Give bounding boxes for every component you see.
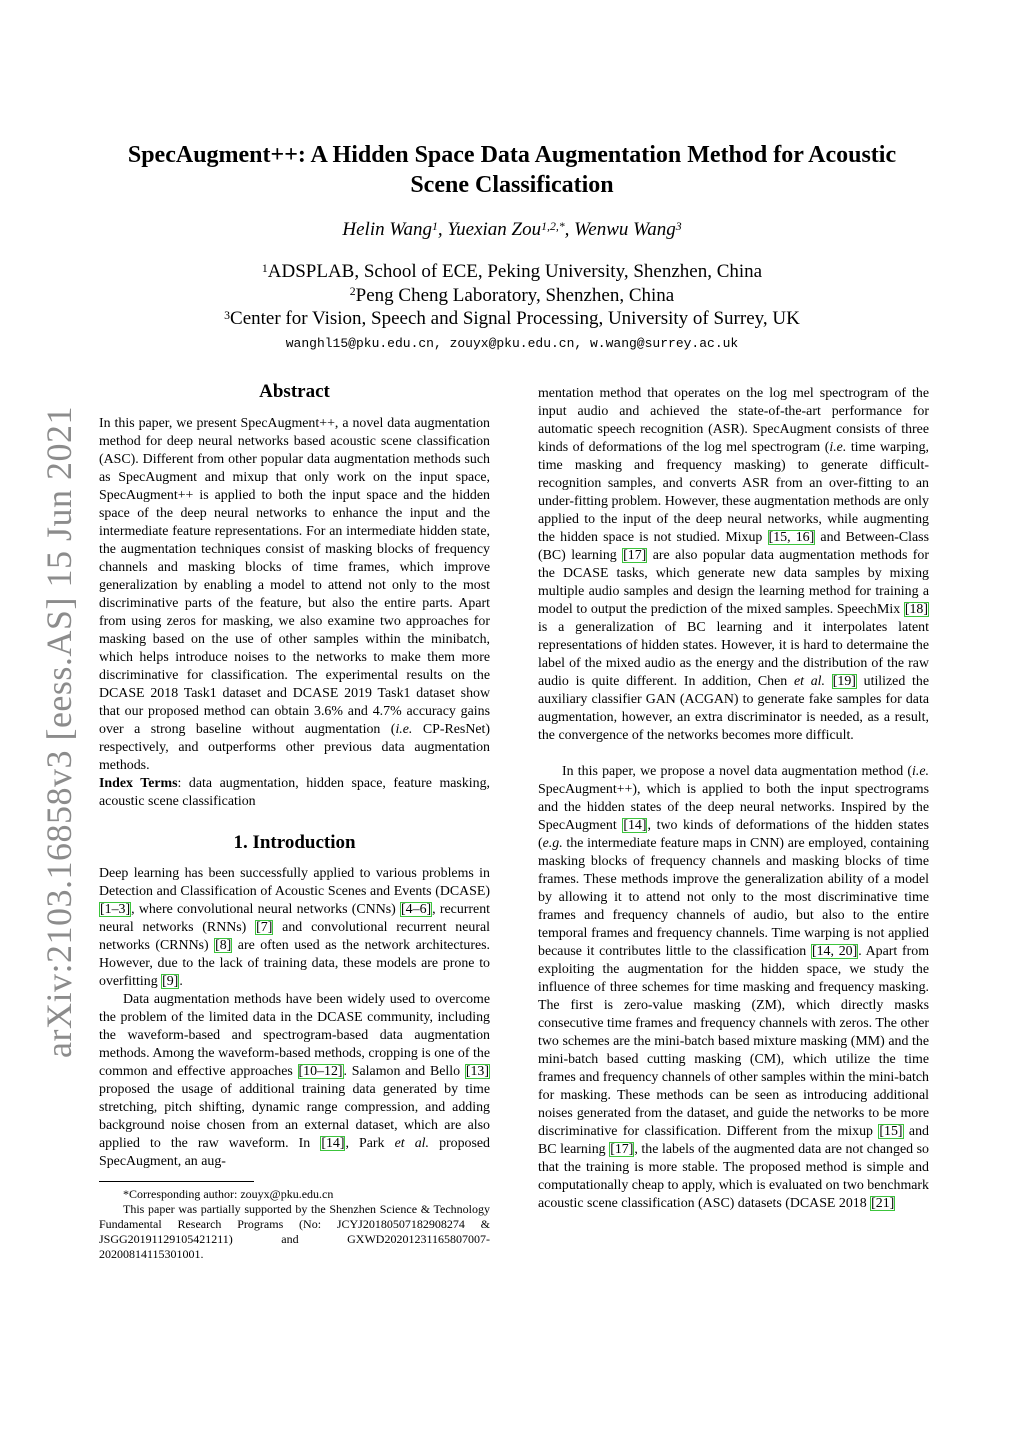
citation-link[interactable]: [1–3] bbox=[100, 902, 131, 917]
right-column bbox=[538, 385, 929, 1213]
citation-link[interactable]: [7] bbox=[256, 920, 273, 935]
citation-link[interactable]: [8] bbox=[215, 938, 232, 953]
right-paragraph-2: In this paper, we propose a novel data augmentation method (i.e. SpecAugment++), which is applied to both the input spectrograms and the hidden states of the deep neural networks. Inspired by the SpecAugment [14], two kinds of deformations of the hidden states (e.g. the intermediate feature maps in CNN) are employed, containing masking blocks of frequency channels and masking blocks of time frames. These methods improve the generalization ability of a model by allowing it to attend not only to the most discriminative time frames and frequency channels of audio, but also to the entire temporal frames and frequency channels. Time warping is not applied because it contributes little to the classification [14, 20]. Apart from exploiting the augmentation for the hidden space, we study the influence of three schemes for time masking and frequency masking. The first is zero-value masking (ZM), which directly masks consecutive time frames and frequency channels with zeros. The other two schemes are the mini-batch based mixture masking (MM) and the mini-batch based cutting masking (CM), which utilize the time frames and frequency channels of other samples within the mini-batch for masking. These methods can be seen as introducing additional noises generated from the dataset, and guide the networks to be more discriminative for classification. Different from the mixup [15] and BC learning [17], the labels of the augmented data are not changed so that the training is more stable. The proposed method is simple and computationally cheap to apply, which is evaluated on two benchmark acoustic scene classification (ASC) datasets (DCASE 2018 [21] bbox=[538, 764, 930, 1211]
citation-link[interactable]: [21] bbox=[871, 1196, 895, 1211]
right-paragraph-1: mentation method that operates on the log mel spectrogram of the input audio and achieved the state-of-the-art performance for automatic speech recognition (ASR). SpecAugment consists of three kinds of deformations of the log mel spectrogram (i.e. time warping, time masking and frequency masking) to generate difficult-recognition samples, and converts ASR from an over-fitting to an under-fitting problem. However, these augmentation methods are only applied to the input of the deep neural networks, while augmenting the hidden space is not studied. Mixup [15, 16] and Between-Class (BC) learning [17] are also popular data augmentation methods for the DCASE tasks, which generate new data samples by mixing multiple audio samples and design the learning method for training a model to output the prediction of the mixed samples. SpeechMix [18] is a generalization of BC learning and it interpolates latent representations of hidden states. However, it is hard to determaine the label of the mixed audio as the energy and the distribution of the raw audio is quite different. In addition, Chen et al. [19] utilized the auxiliary classifier GAN (ACGAN) to generate fake samples for data augmentation, however, an extra discriminator is needed, as a result, the convergence of the networks becomes more difficult. bbox=[538, 386, 929, 743]
author-name: Yuexian Zou bbox=[447, 219, 542, 240]
index-terms: Index Terms: data augmentation, hidden space, feature masking, acoustic scene classification bbox=[99, 776, 490, 809]
author-affil-mark: 1,2,* bbox=[541, 219, 565, 233]
intro-paragraph-1: Deep learning has been successfully applied to various problems in Detection and Classification of Acoustic Scenes and Events (DCASE) [1–3], where convolutional neural networks (CNNs) [4–6], recurrent neural networks (RNNs) [7] and convolutional recurrent neural networks (CRNNs) [8] are often used as the network architectures. However, due to the lack of training data, these models are prone to overfitting [9]. bbox=[99, 866, 490, 989]
abstract-heading: Abstract bbox=[259, 381, 330, 402]
citation-link[interactable]: [15, 16] bbox=[768, 530, 815, 545]
citation-link[interactable]: [13] bbox=[465, 1064, 489, 1079]
author-emails: wanghl15@pku.edu.cn, zouyx@pku.edu.cn, w.wang@surrey.ac.uk bbox=[285, 336, 739, 351]
footnote-funding: This paper was partially supported by the Shenzhen Science & Technology Fundamental Research Programs (No: JCYJ20180507182908274 & JSGG20191129105421211) and GXWD20201231165807007-20200814115301001. bbox=[99, 1202, 490, 1261]
citation-link[interactable]: [14] bbox=[321, 1136, 345, 1151]
title-line-2: Scene Classification bbox=[410, 172, 614, 198]
abstract-text: In this paper, we present SpecAugment++, a novel data augmentation method for deep neural networks based acoustic scene classification (ASC). Different from other popular data augmentation methods such as SpecAugment and mixup that only work on the input space, SpecAugment++ is applied to both the input space and the hidden space of the deep neural networks to enhance the input and the intermediate feature representations. For an intermediate hidden state, the augmentation techniques consist of masking blocks of frequency channels and masking blocks of time frames, which improve generalization by enabling a model to attend not only to the most discriminative parts of the feature, but also the entire parts. Apart from using zeros for masking, we also examine two approaches for masking based on the use of other samples within the minibatch, which helps introduce noises to the networks to make them more discriminative for classification. The experimental results on the DCASE 2018 Task1 dataset and DCASE 2019 Task1 dataset show that our proposed method can obtain 3.6% and 4.7% accuracy gains over a strong baseline without augmentation (i.e. CP-ResNet) respectively, and outperforms other previous data augmentation methods. bbox=[99, 416, 490, 773]
italic-text: i.e. bbox=[829, 440, 847, 455]
citation-link[interactable]: [10–12] bbox=[298, 1064, 343, 1079]
author-affil-mark: 1 bbox=[431, 219, 438, 233]
italic-text: e.g. bbox=[542, 836, 563, 851]
affiliation: $^2$Peng Cheng Laboratory, Shenzhen, China bbox=[349, 284, 675, 306]
citation-link[interactable]: [9] bbox=[162, 974, 179, 989]
citation-link[interactable]: [4–6] bbox=[401, 902, 432, 917]
affiliation: $^3$Center for Vision, Speech and Signal Processing, University of Surrey, UK bbox=[224, 308, 800, 329]
author-affil-mark: 3 bbox=[675, 219, 682, 233]
citation-link[interactable]: [18] bbox=[904, 602, 928, 617]
italic-text: et al. bbox=[394, 1136, 429, 1151]
italic-text: i.e. bbox=[912, 764, 929, 779]
footnote-divider bbox=[99, 1181, 254, 1182]
citation-link[interactable]: [19] bbox=[832, 674, 856, 689]
section-heading-introduction: 1. Introduction bbox=[233, 832, 356, 853]
citation-link[interactable]: [17] bbox=[623, 548, 647, 563]
paper-title bbox=[110, 140, 914, 200]
affiliations bbox=[110, 260, 914, 331]
italic-text: et al. bbox=[793, 674, 826, 689]
footnote-corresponding-author: *Corresponding author: zouyx@pku.edu.cn bbox=[123, 1187, 334, 1201]
arxiv-identifier: arXiv:2103.16858v3 [eess.AS] 15 Jun 2021 bbox=[39, 406, 79, 1058]
citation-link[interactable]: [14] bbox=[623, 818, 647, 833]
author-name: Helin Wang bbox=[342, 219, 432, 240]
author-list: Helin Wang$^1$, Yuexian Zou$^{1,2,*}$, Wenwu Wang$^3$ bbox=[342, 219, 682, 240]
intro-paragraph-2: Data augmentation methods have been widely used to overcome the problem of the limited data in the DCASE community, including the waveform-based and spectrogram-based data augmentation methods. Among the waveform-based methods, cropping is one of the common and effective approaches [10–12]. Salamon and Bello [13] proposed the usage of additional training data generated by time stretching, pitch shifting, dynamic range compression, and adding background noise chosen from an external dataset, which are also applied to the raw waveform. In [14], Park et al. proposed SpecAugment, an aug- bbox=[99, 992, 490, 1169]
title-line-1: SpecAugment++: A Hidden Space Data Augmentation Method for Acoustic bbox=[127, 142, 897, 168]
citation-link[interactable]: [15] bbox=[879, 1124, 903, 1139]
citation-link[interactable]: [14, 20] bbox=[811, 944, 858, 959]
affiliation: $^1$ADSPLAB, School of ECE, Peking University, Shenzhen, China bbox=[261, 261, 763, 282]
left-column bbox=[99, 380, 490, 1262]
citation-link[interactable]: [17] bbox=[610, 1142, 634, 1157]
author-name: Wenwu Wang bbox=[574, 219, 676, 240]
